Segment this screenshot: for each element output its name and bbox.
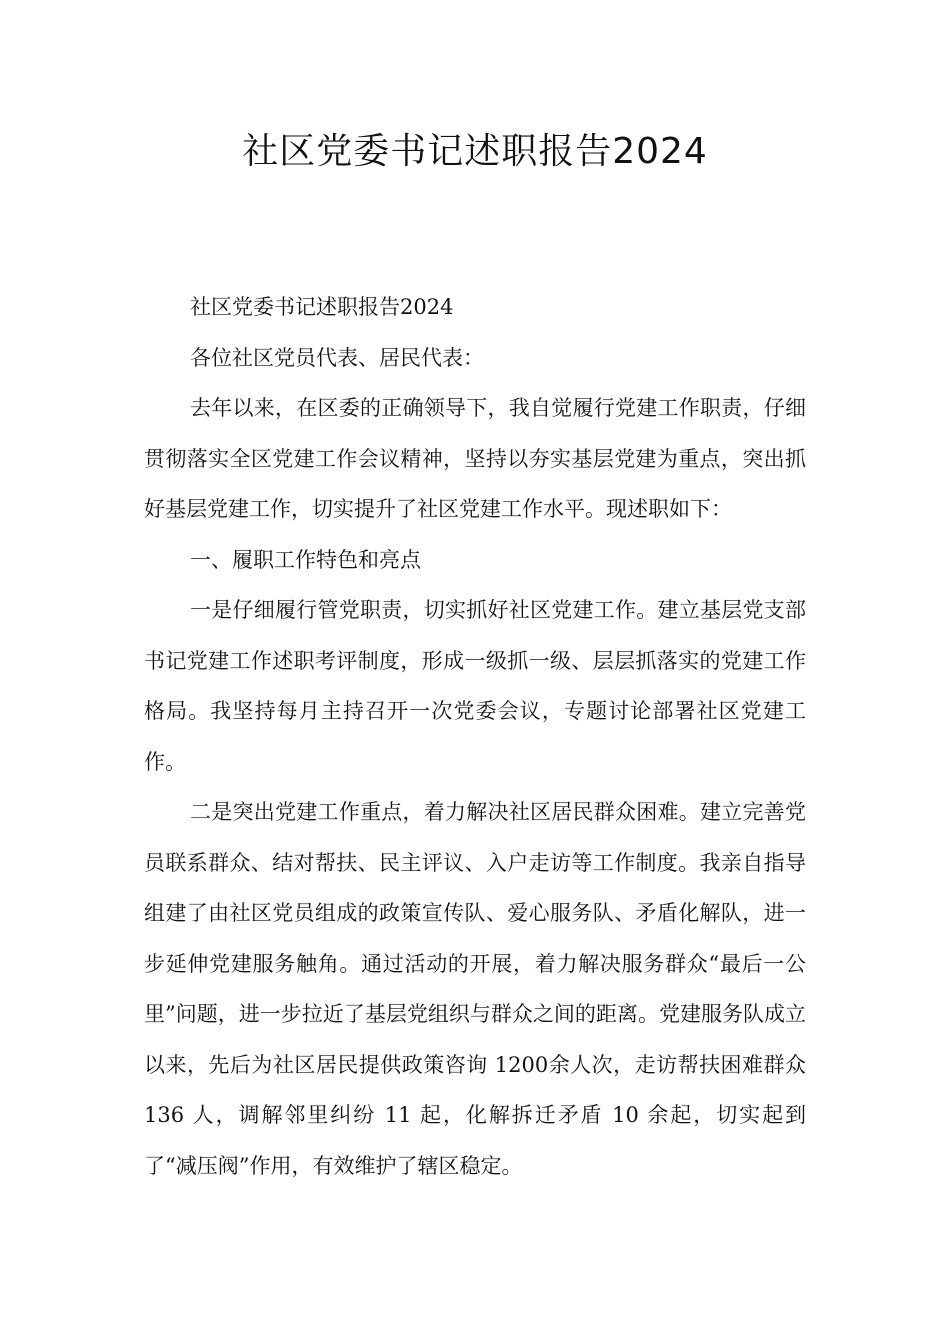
paragraph-salutation: 各位社区党员代表、居民代表： [190,345,484,370]
section-heading: 一、履职工作特色和亮点 [190,547,421,572]
paragraph-subtitle: 社区党委书记述职报告2024 [190,295,454,319]
paragraph-point-one: 一是仔细履行管党职责，切实抓好社区党建工作。建立基层党支部书记党建工作述职考评制度，形成一级抓一级、层层抓落实的党建工作格局。我坚持每月主持召开一次党委会议，专题讨论部署社区党建工作。 [144,598,806,774]
paragraph-point-two: 二是突出党建工作重点，着力解决社区居民群众困难。建立完善党员联系群众、结对帮扶、民主评议、入户走访等工作制度。我亲自指导组建了由社区党员组成的政策宣传队、爱心服务队、矛盾化解队，进一步延伸党建服务触角。通过活动的开展，着力解决服务群众“最后一公里”问题，进一步拉近了基层党组织与群众之间的距离。党建服务队成立以来，先后为社区居民提供政策咨询 1200余人次，走访帮扶困难群众 136 人，调解邻里纠纷 11 起，化解拆迁矛盾 10 余起，切实起到了“减压阀”作用，有效维护了辖区稳定。 [144,800,806,1178]
document-body [144,282,806,1191]
paragraph-intro: 去年以来，在区委的正确领导下，我自觉履行党建工作职责，仔细贯彻落实全区党建工作会议精神，坚持以夯实基层党建为重点，突出抓好基层党建工作，切实提升了社区党建工作水平。现述职如下： [144,396,806,521]
document-title: 社区党委书记述职报告2024 [242,131,708,172]
